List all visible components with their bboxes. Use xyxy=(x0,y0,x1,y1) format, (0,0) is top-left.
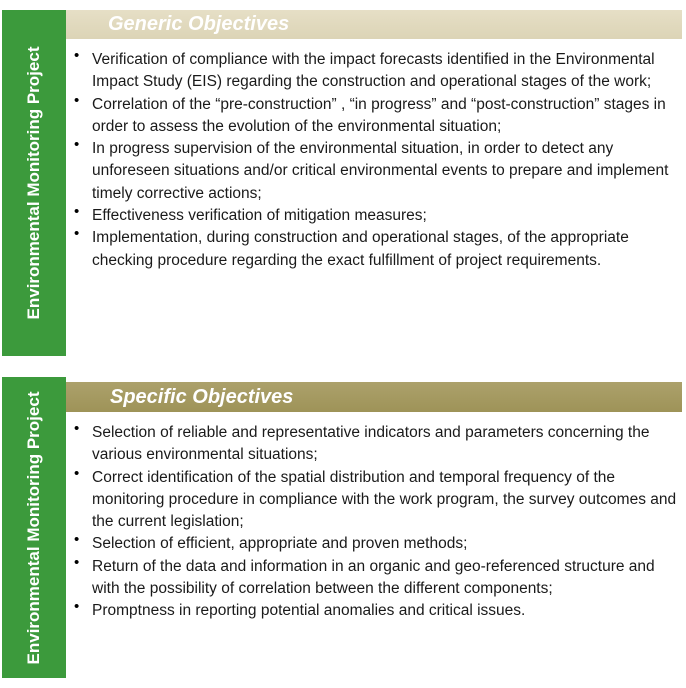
list-item xyxy=(74,91,678,139)
list-item-text: Correct identification of the spatial distribution and temporal frequency of the monitoring procedure in compliance with the work program, the survey outcomes and the current legislation; xyxy=(92,468,677,531)
specific-side-label: Environmental Monitoring Project xyxy=(24,391,43,664)
list-item xyxy=(74,49,678,94)
bullet-dot-icon: • xyxy=(74,47,80,64)
list-item-text: Effectiveness verification of mitigation measures; xyxy=(92,207,427,225)
bullet-dot-icon: • xyxy=(74,203,80,221)
list-item-text: Correlation of the “pre-construction” , “in progress” and “post-construction” stages in order to assess the evolution of the environmental situation; xyxy=(92,95,666,135)
list-item-text: Selection of reliable and representative indicators and parameters concerning the various environmental situations; xyxy=(92,424,650,464)
specific-objectives-list xyxy=(74,422,678,623)
generic-side-label: Environmental Monitoring Project xyxy=(24,46,43,320)
list-item xyxy=(74,138,678,205)
list-item-text: Return of the data and information in an organic and geo-referenced structure and with the possibility of correlation between the different components; xyxy=(92,557,655,598)
bullet-dot-icon: • xyxy=(74,598,80,616)
list-item xyxy=(74,464,678,534)
generic-objectives-list xyxy=(74,49,678,272)
bullet-dot-icon: • xyxy=(74,225,80,243)
generic-objectives-panel xyxy=(0,10,686,356)
bullet-dot-icon: • xyxy=(74,464,80,482)
list-item xyxy=(74,422,678,467)
generic-objectives-title: Generic Objectives xyxy=(108,13,290,35)
bullet-dot-icon: • xyxy=(74,531,80,549)
bullet-dot-icon: • xyxy=(74,553,80,571)
list-item-text: In progress supervision of the environmental situation, in order to detect any unforeseen situations and/or critical environmental events to prepare and implement timely corrective actions; xyxy=(92,140,669,202)
specific-objectives-header xyxy=(40,382,682,412)
generic-side-tab xyxy=(2,10,66,356)
bullet-dot-icon: • xyxy=(74,420,80,437)
list-item-text: Implementation, during construction and operational stages, of the appropriate checking procedure regarding the exact fulfillment of project requirements. xyxy=(92,229,629,269)
list-item xyxy=(74,533,678,555)
list-item xyxy=(74,227,678,272)
bullet-dot-icon: • xyxy=(74,91,80,109)
list-item xyxy=(74,600,678,622)
bullet-dot-icon: • xyxy=(74,136,80,154)
list-item xyxy=(74,205,678,227)
list-item-text: Promptness in reporting potential anomalies and critical issues. xyxy=(92,602,526,620)
list-item xyxy=(74,553,678,601)
list-item-text: Verification of compliance with the impact forecasts identified in the Environmental Impact Study (EIS) regarding the construction and operational stages of the work; xyxy=(92,51,655,91)
specific-objectives-panel xyxy=(0,377,686,678)
specific-objectives-title: Specific Objectives xyxy=(110,386,294,408)
list-item-text: Selection of efficient, appropriate and proven methods; xyxy=(92,535,468,553)
generic-objectives-header xyxy=(52,10,682,39)
specific-side-tab xyxy=(2,377,66,678)
